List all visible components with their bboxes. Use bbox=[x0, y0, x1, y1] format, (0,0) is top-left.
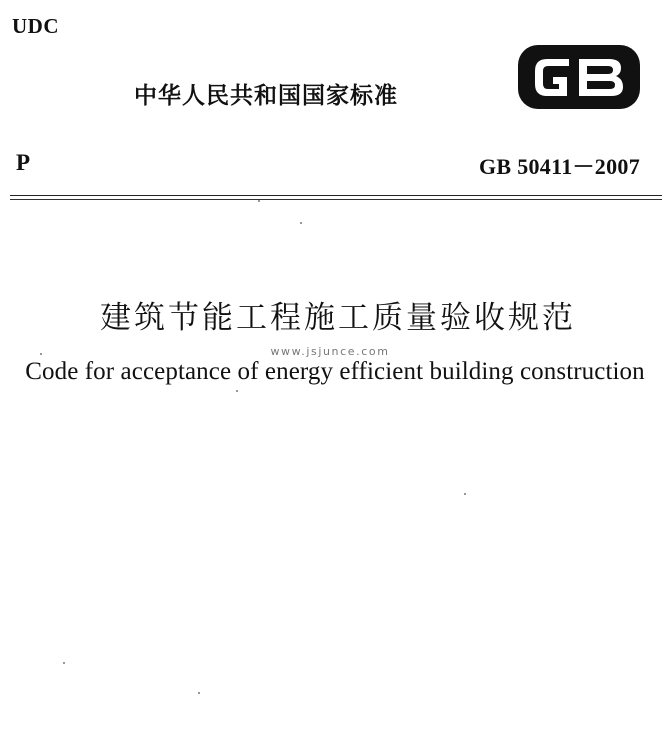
gb-logo bbox=[517, 44, 641, 110]
national-standard-heading: 中华人民共和国国家标准 bbox=[134, 83, 398, 109]
standard-number: GB 50411－2007 bbox=[479, 154, 640, 179]
scan-speck bbox=[300, 222, 302, 224]
classification-code: P bbox=[16, 150, 31, 175]
gb-logo-mark bbox=[517, 44, 641, 110]
scan-speck bbox=[40, 353, 42, 355]
title-english: Code for acceptance of energy efficient building construction bbox=[25, 358, 645, 385]
scan-speck bbox=[198, 692, 200, 694]
header-rule bbox=[10, 195, 662, 196]
scan-speck bbox=[236, 390, 238, 392]
scan-speck bbox=[464, 493, 466, 495]
udc-label: UDC bbox=[12, 14, 59, 38]
scan-speck bbox=[258, 200, 260, 202]
header-rule-secondary bbox=[10, 199, 662, 200]
watermark-text: www.jsjunce.com bbox=[270, 345, 390, 358]
title-chinese: 建筑节能工程施工质量验收规范 bbox=[100, 300, 576, 336]
scan-speck bbox=[63, 662, 65, 664]
